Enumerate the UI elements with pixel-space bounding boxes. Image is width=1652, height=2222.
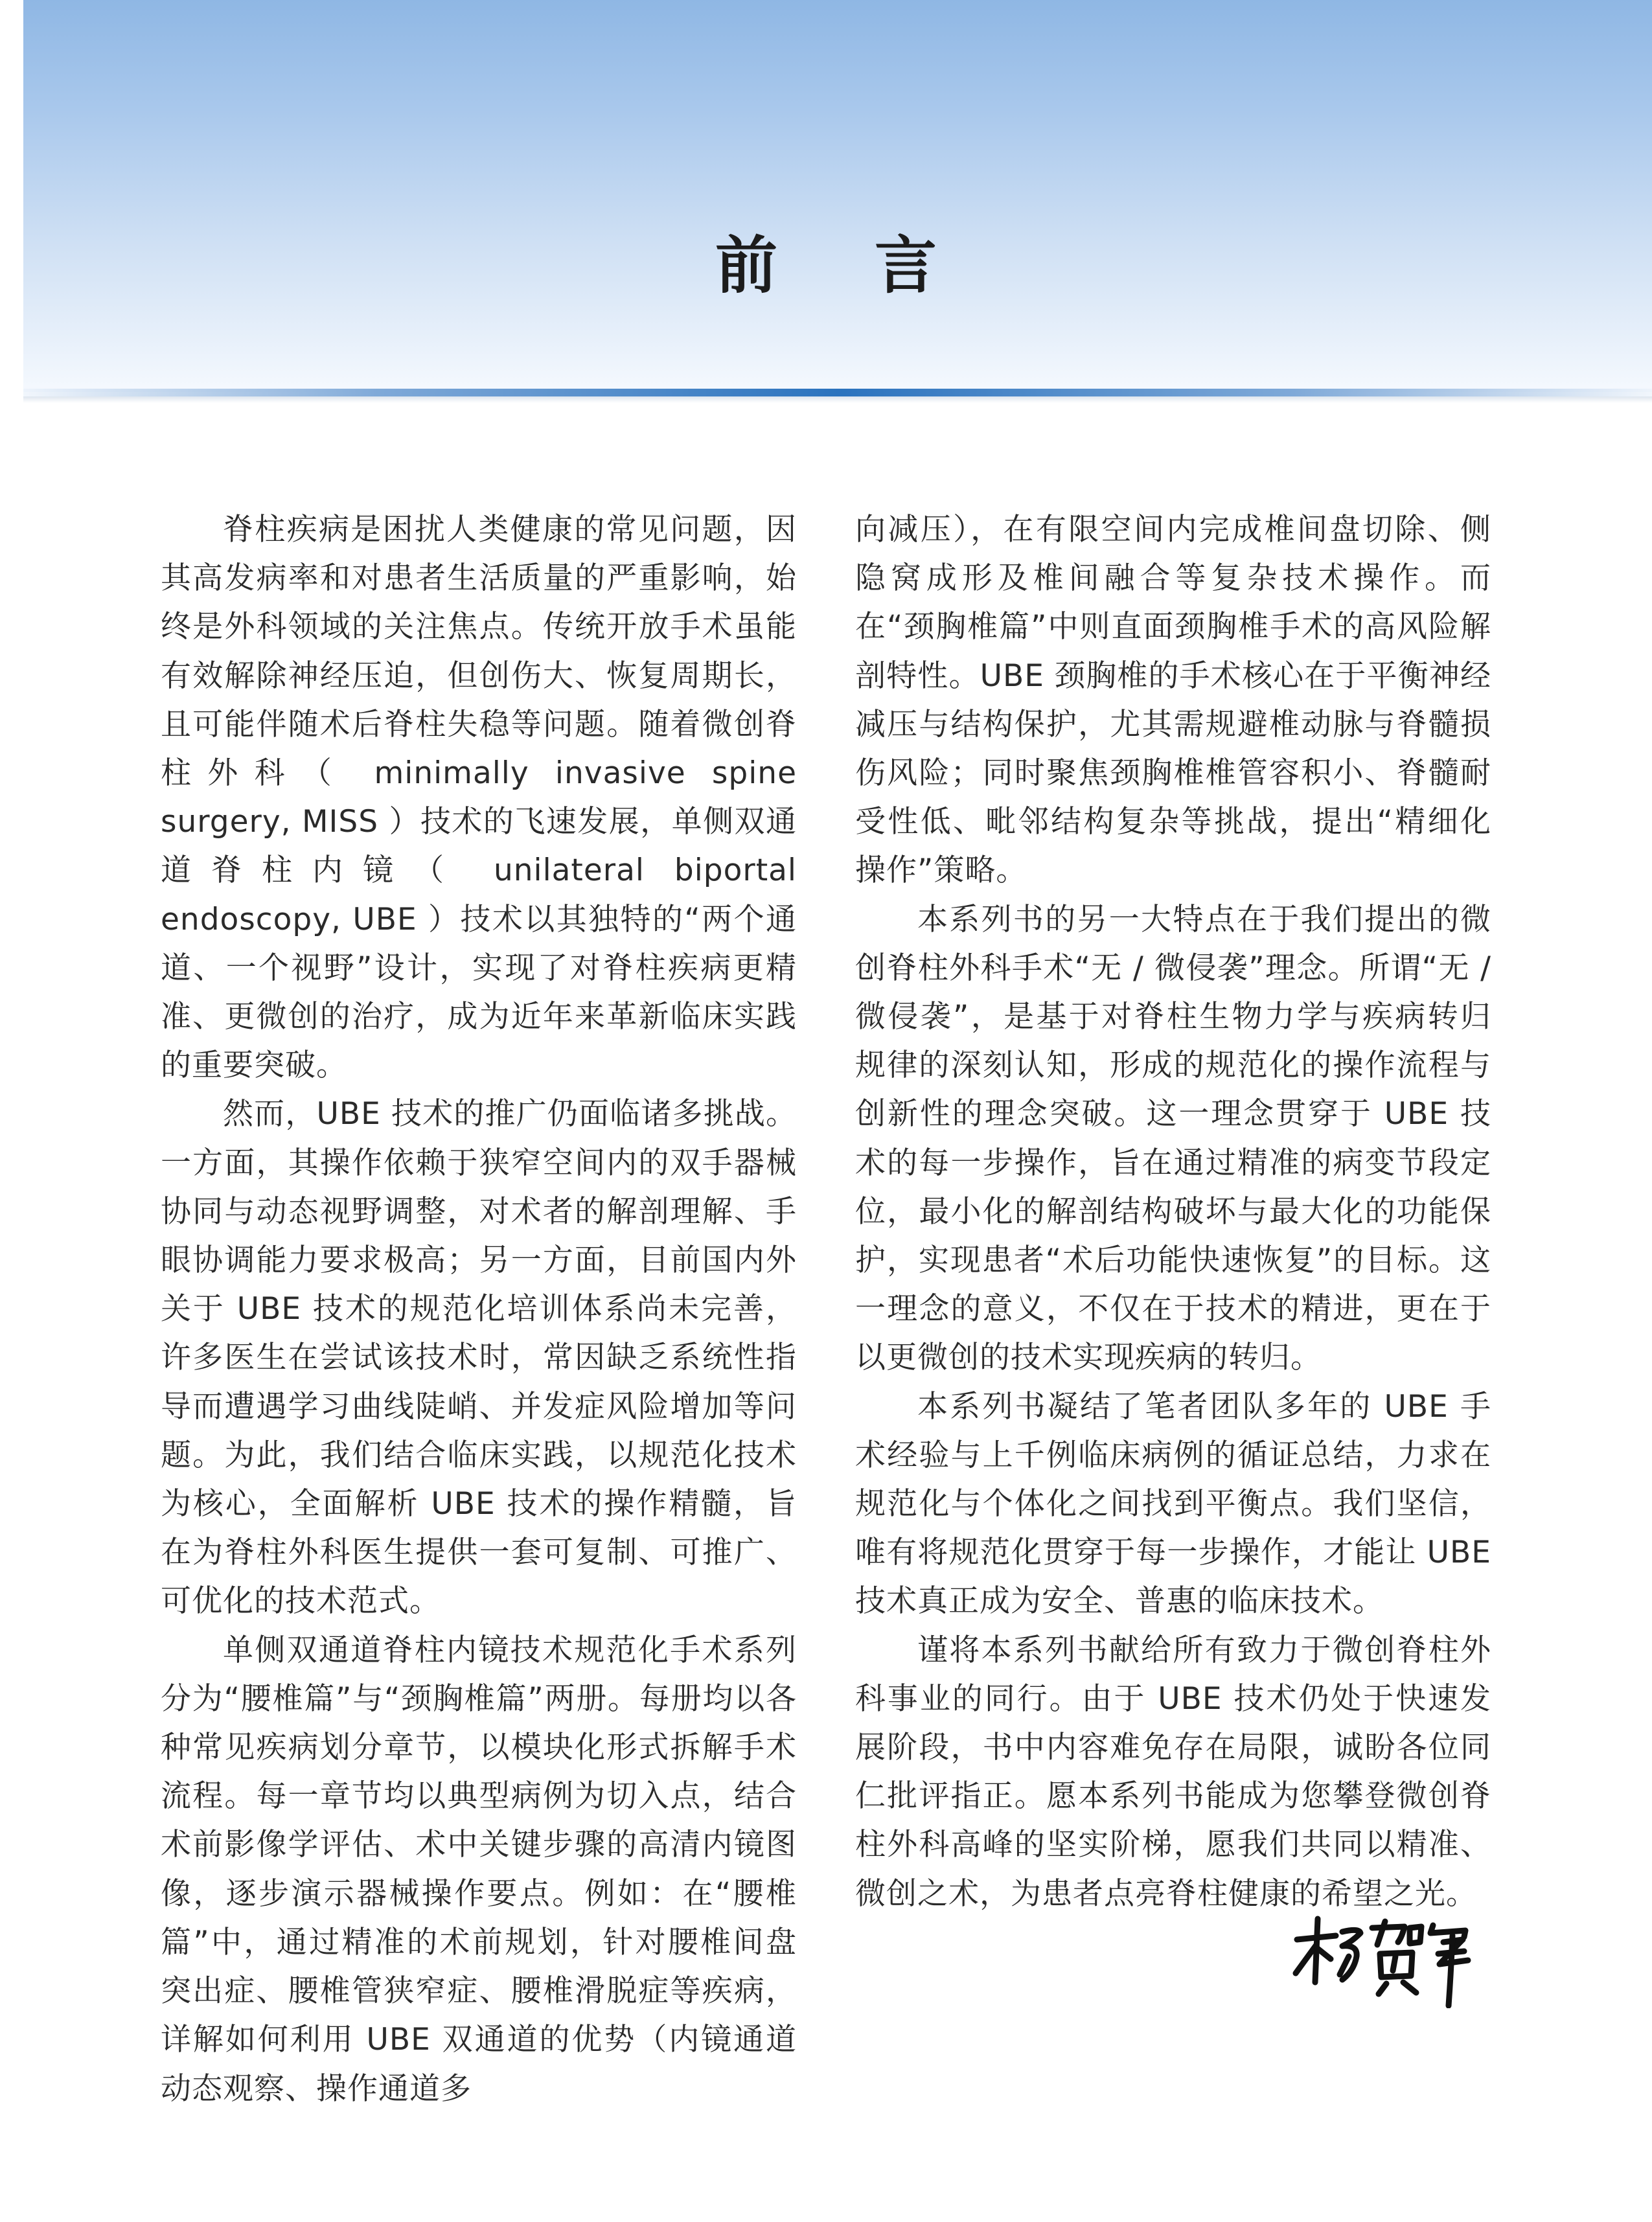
paragraph: 单侧双通道脊柱内镜技术规范化手术系列分为“腰椎篇”与“颈胸椎篇”两册。每册均以各种常见疾病划分章节，以模块化形式拆解手术流程。每一章节均以典型病例为切入点，结合术前影像学评估、术中关键步骤的高清内镜图像，逐步演示器械操作要点。例如：在“腰椎篇”中，通过精准的术前规划，针对腰椎间盘突出症、腰椎管狭窄症、腰椎滑脱症等疾病，详解如何利用 UBE 双通道的优势（内镜通道动态观察、操作通道多: [161, 1632, 797, 2107]
paragraph: 脊柱疾病是困扰人类健康的常见问题，因其高发病率和对患者生活质量的严重影响，始终是外科领域的关注焦点。传统开放手术虽能有效解除神经压迫，但创伤大、恢复周期长，且可能伴随术后脊柱失稳等问题。随着微创脊柱外科（ minimally invasive spine surgery, MISS ）技术的飞速发展，单侧双通道脊柱内镜（ unilateral biportal endoscopy, UBE ）技术以其独特的“两个通道、一个视野”设计，实现了对脊柱疾病更精准、更微创的治疗，成为近年来革新临床实践的重要突破。: [161, 512, 797, 1084]
left-text-column: [161, 505, 797, 2113]
header-divider-rule: [23, 389, 1652, 396]
paragraph: 本系列书凝结了笔者团队多年的 UBE 手术经验与上千例临床病例的循证总结，力求在规范化与个体化之间找到平衡点。我们坚信，唯有将规范化贯穿于每一步操作，才能让 UBE 技术真正成为安全、普惠的临床技术。: [855, 1388, 1491, 1620]
page-title: 前言: [715, 229, 1034, 302]
author-signature: [1289, 1911, 1477, 2008]
header-divider-shadow: [23, 396, 1652, 403]
paragraph: 然而，UBE 技术的推广仍面临诸多挑战。一方面，其操作依赖于狭窄空间内的双手器械协同与动态视野调整，对术者的解剖理解、手眼协调能力要求极高；另一方面，目前国内外关于 UBE 技术的规范化培训体系尚未完善，许多医生在尝试该技术时，常因缺乏系统性指导而遭遇学习曲线陡峭、并发症风险增加等问题。为此，我们结合临床实践，以规范化技术为核心，全面解析 UBE 技术的操作精髓，旨在为脊柱外科医生提供一套可复制、可推广、可优化的技术范式。: [161, 1096, 797, 1620]
left-margin-strip: [0, 0, 13, 2222]
header-gradient-band: [23, 0, 1652, 392]
right-text-column: [855, 505, 1491, 1918]
paragraph-continuation: 向减压），在有限空间内完成椎间盘切除、侧隐窝成形及椎间融合等复杂技术操作。而在“颈胸椎篇”中则直面颈胸椎手术的高风险解剖特性。UBE 颈胸椎的手术核心在于平衡神经减压与结构保护，尤其需规避椎动脉与脊髓损伤风险；同时聚焦颈胸椎椎管容积小、脊髓耐受性低、毗邻结构复杂等挑战，提出“精细化操作”策略。: [855, 512, 1491, 889]
paragraph: 本系列书的另一大特点在于我们提出的微创脊柱外科手术“无 / 微侵袭”理念。所谓“无 / 微侵袭”，是基于对脊柱生物力学与疾病转归规律的深刻认知，形成的规范化的操作流程与创新性的理念突破。这一理念贯穿于 UBE 技术的每一步操作，旨在通过精准的病变节段定位，最小化的解剖结构破坏与最大化的功能保护，实现患者“术后功能快速恢复”的目标。这一理念的意义，不仅在于技术的精进，更在于以更微创的技术实现疾病的转归。: [855, 901, 1491, 1376]
paragraph: 谨将本系列书献给所有致力于微创脊柱外科事业的同行。由于 UBE 技术仍处于快速发展阶段，书中内容难免存在局限，诚盼各位同仁批评指正。愿本系列书能成为您攀登微创脊柱外科高峰的坚实阶梯，愿我们共同以精准、微创之术，为患者点亮脊柱健康的希望之光。: [855, 1632, 1491, 1912]
